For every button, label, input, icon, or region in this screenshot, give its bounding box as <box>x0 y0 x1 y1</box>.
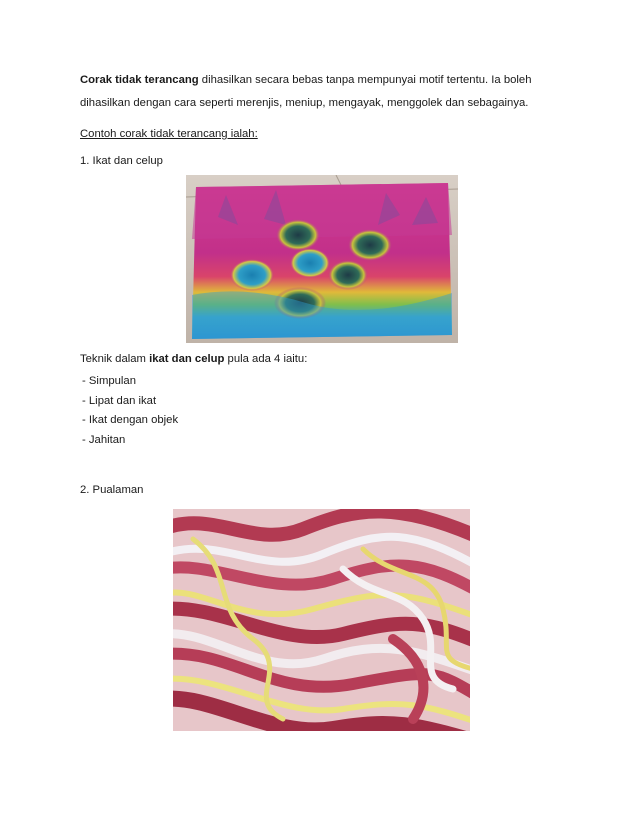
technique-suffix: pula ada 4 iaitu: <box>224 353 308 365</box>
technique-item: - Simpulan <box>82 375 136 387</box>
intro-line-1 <box>80 73 531 87</box>
technique-intro <box>80 352 307 366</box>
intro-text-1: dihasilkan secara bebas tanpa mempunyai motif tertentu. Ia boleh <box>198 74 532 86</box>
examples-heading: Contoh corak tidak terancang ialah: <box>80 128 258 140</box>
technique-bold: ikat dan celup <box>149 353 225 365</box>
tie-dye-fabric-image <box>186 175 458 343</box>
intro-line-2: dihasilkan dengan cara seperti merenjis, meniup, mengayak, menggolek dan sebagainya. <box>80 97 529 109</box>
technique-item: - Jahitan <box>82 434 126 446</box>
marbling-pattern-image <box>173 509 470 731</box>
technique-item: - Ikat dengan objek <box>82 414 179 426</box>
intro-bold-lead: Corak tidak terancang <box>80 74 199 86</box>
technique-item: - Lipat dan ikat <box>82 395 157 407</box>
section-2-heading: 2. Pualaman <box>80 484 144 496</box>
section-1-heading: 1. Ikat dan celup <box>80 155 163 167</box>
technique-prefix: Teknik dalam <box>80 353 150 365</box>
